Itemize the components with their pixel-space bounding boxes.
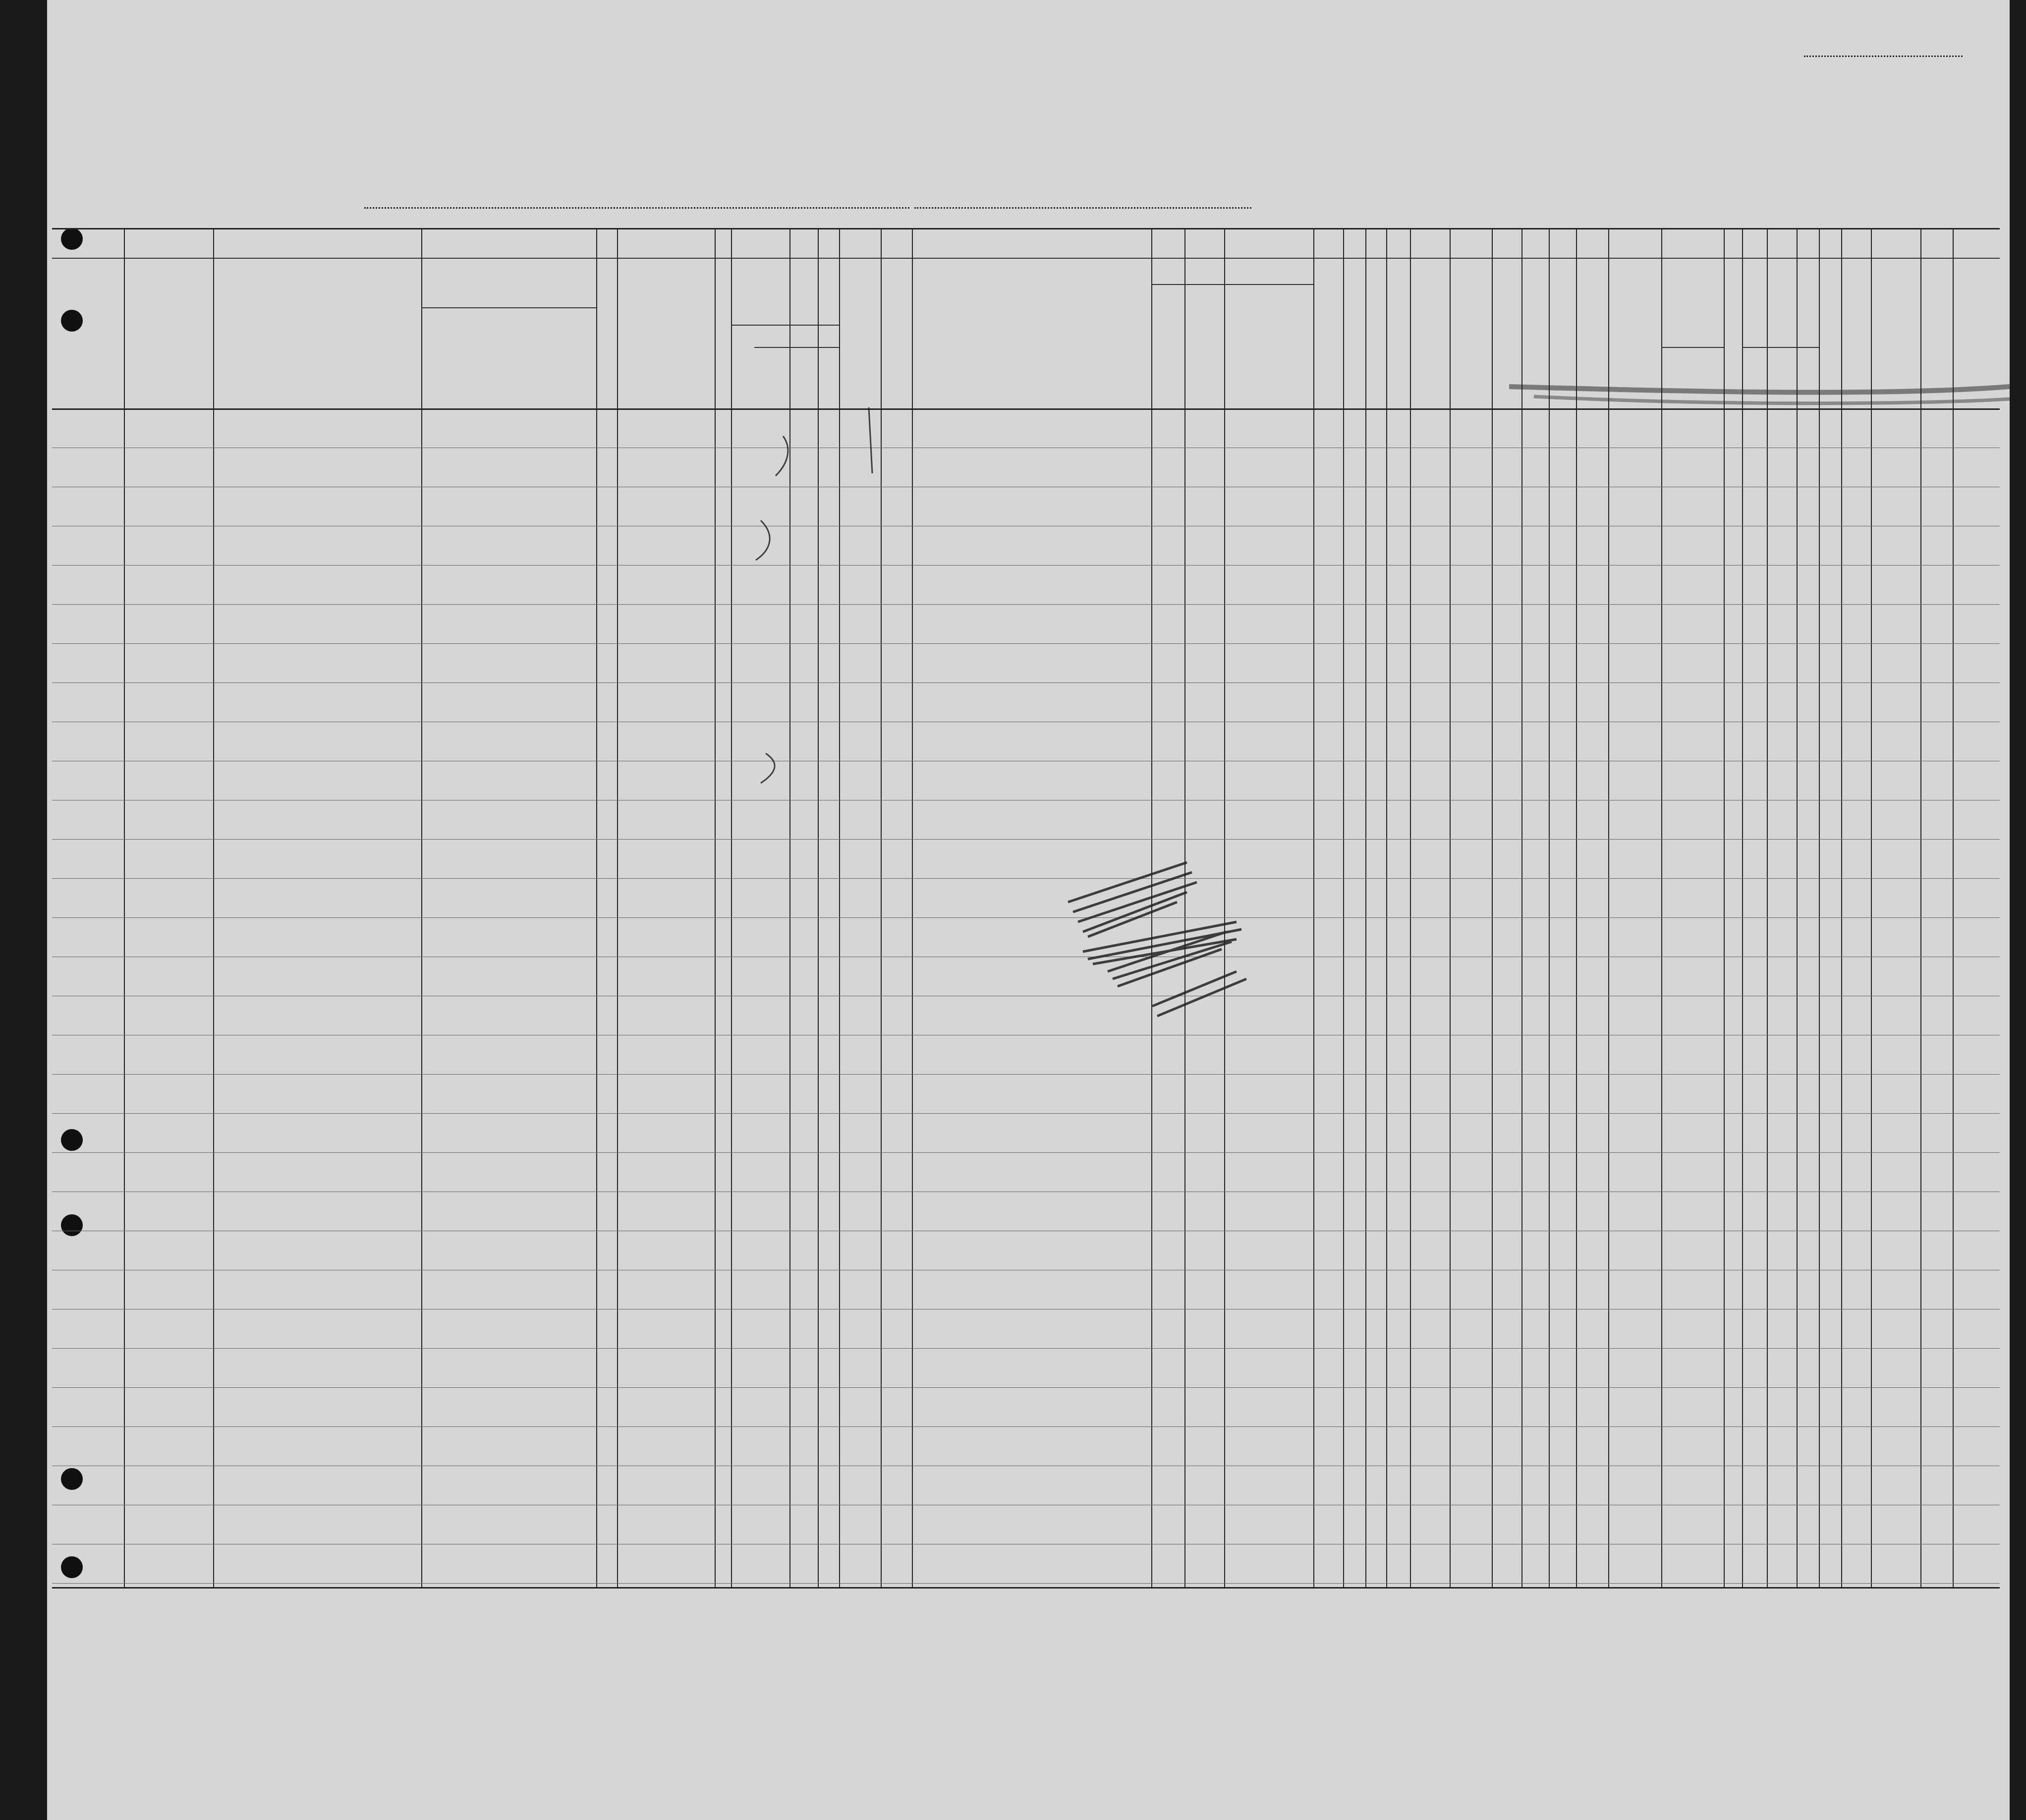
- manifest-page: [47, 0, 2010, 1820]
